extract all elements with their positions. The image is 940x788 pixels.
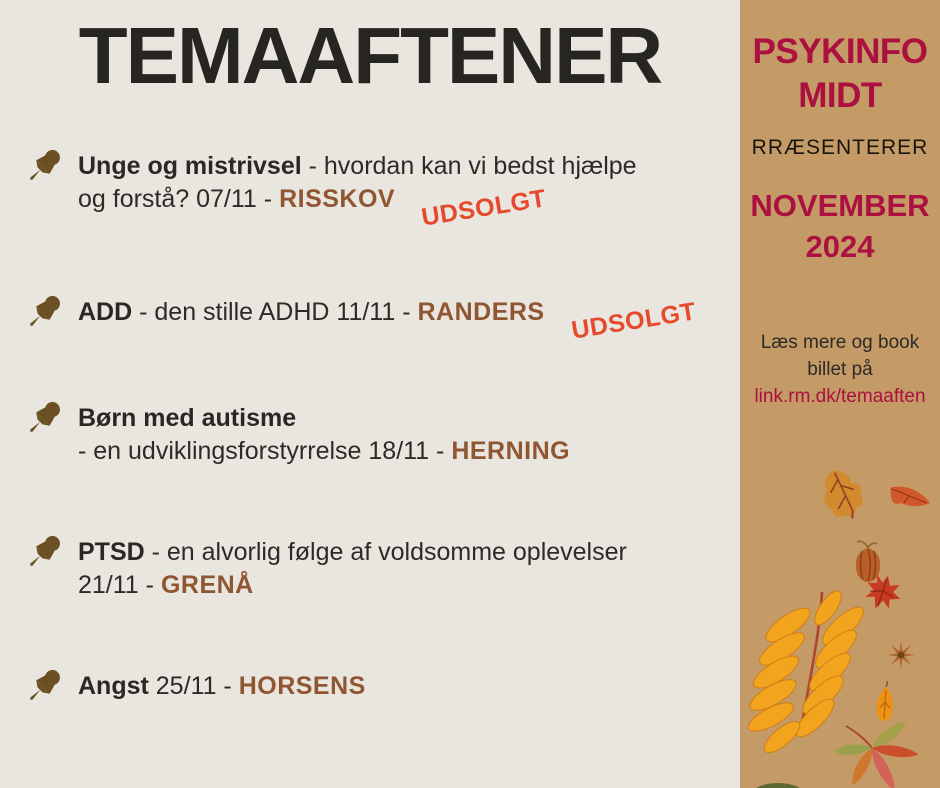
event-text: og forstå? 07/11 - bbox=[78, 185, 280, 213]
rowan-leaf-icon bbox=[745, 587, 869, 758]
event-item bbox=[24, 670, 724, 706]
pushpin-icon bbox=[24, 530, 66, 572]
event-text: - en udviklingsforstyrrelse 18/11 - bbox=[78, 437, 452, 465]
pushpin-icon bbox=[24, 290, 66, 332]
brand-title bbox=[740, 30, 940, 118]
event-description bbox=[78, 536, 627, 602]
small-leaf-icon bbox=[876, 680, 895, 721]
sidebar-panel bbox=[740, 0, 940, 788]
event-topic: PTSD bbox=[78, 538, 145, 566]
brand-line1: PSYKINFO bbox=[752, 32, 928, 71]
sold-out-badge: UDSOLGT bbox=[569, 297, 698, 345]
event-text: - en alvorlig følge af voldsomme oplevelser bbox=[144, 538, 627, 566]
month-line1: NOVEMBER bbox=[750, 188, 930, 223]
event-item bbox=[24, 150, 724, 232]
event-item bbox=[24, 402, 724, 468]
event-text: 21/11 - bbox=[78, 571, 161, 599]
event-text: - den stille ADHD 11/11 - bbox=[132, 298, 418, 326]
brand-line2: MIDT bbox=[798, 76, 882, 115]
event-city: RISSKOV bbox=[279, 185, 396, 213]
month-line2: 2024 bbox=[805, 229, 875, 264]
event-city: HERNING bbox=[451, 437, 571, 465]
event-topic: ADD bbox=[78, 298, 133, 326]
presents-label: RRÆSENTERER bbox=[751, 136, 929, 159]
event-description bbox=[78, 296, 698, 345]
sold-out-badge: UDSOLGT bbox=[419, 184, 549, 232]
event-city: RANDERS bbox=[417, 298, 545, 326]
oak-leaf-icon bbox=[814, 463, 872, 526]
event-topic: Unge og mistrivsel bbox=[78, 152, 302, 180]
red-leaf-icon bbox=[887, 483, 933, 513]
booking-link[interactable]: link.rm.dk/temaaften bbox=[754, 386, 926, 407]
month-title bbox=[740, 185, 940, 267]
green-leaf-edge-icon bbox=[752, 783, 804, 788]
event-topic: Angst bbox=[78, 672, 149, 700]
booking-line1: Læs mere og book bbox=[760, 332, 920, 353]
physalis-icon bbox=[856, 541, 880, 582]
event-text: - hvordan kan vi bedst hjælpe bbox=[301, 152, 637, 180]
event-item bbox=[24, 296, 724, 345]
event-text: 25/11 - bbox=[148, 672, 239, 700]
booking-info bbox=[740, 329, 940, 410]
autumn-leaves-illustration bbox=[740, 440, 940, 788]
pushpin-icon bbox=[24, 144, 66, 186]
booking-line2: billet på bbox=[807, 359, 873, 380]
event-description bbox=[78, 670, 366, 703]
star-anise-icon bbox=[887, 641, 915, 669]
creeper-leaf-icon bbox=[834, 717, 920, 788]
event-description bbox=[78, 402, 570, 468]
pushpin-icon bbox=[24, 664, 66, 706]
pushpin-icon bbox=[24, 396, 66, 438]
event-city: HORSENS bbox=[238, 672, 366, 700]
event-topic: Børn med autisme bbox=[78, 404, 297, 432]
event-city: GRENÅ bbox=[160, 571, 254, 599]
page-title: TEMAAFTENER bbox=[78, 11, 662, 100]
event-item bbox=[24, 536, 724, 602]
event-description bbox=[78, 150, 637, 232]
